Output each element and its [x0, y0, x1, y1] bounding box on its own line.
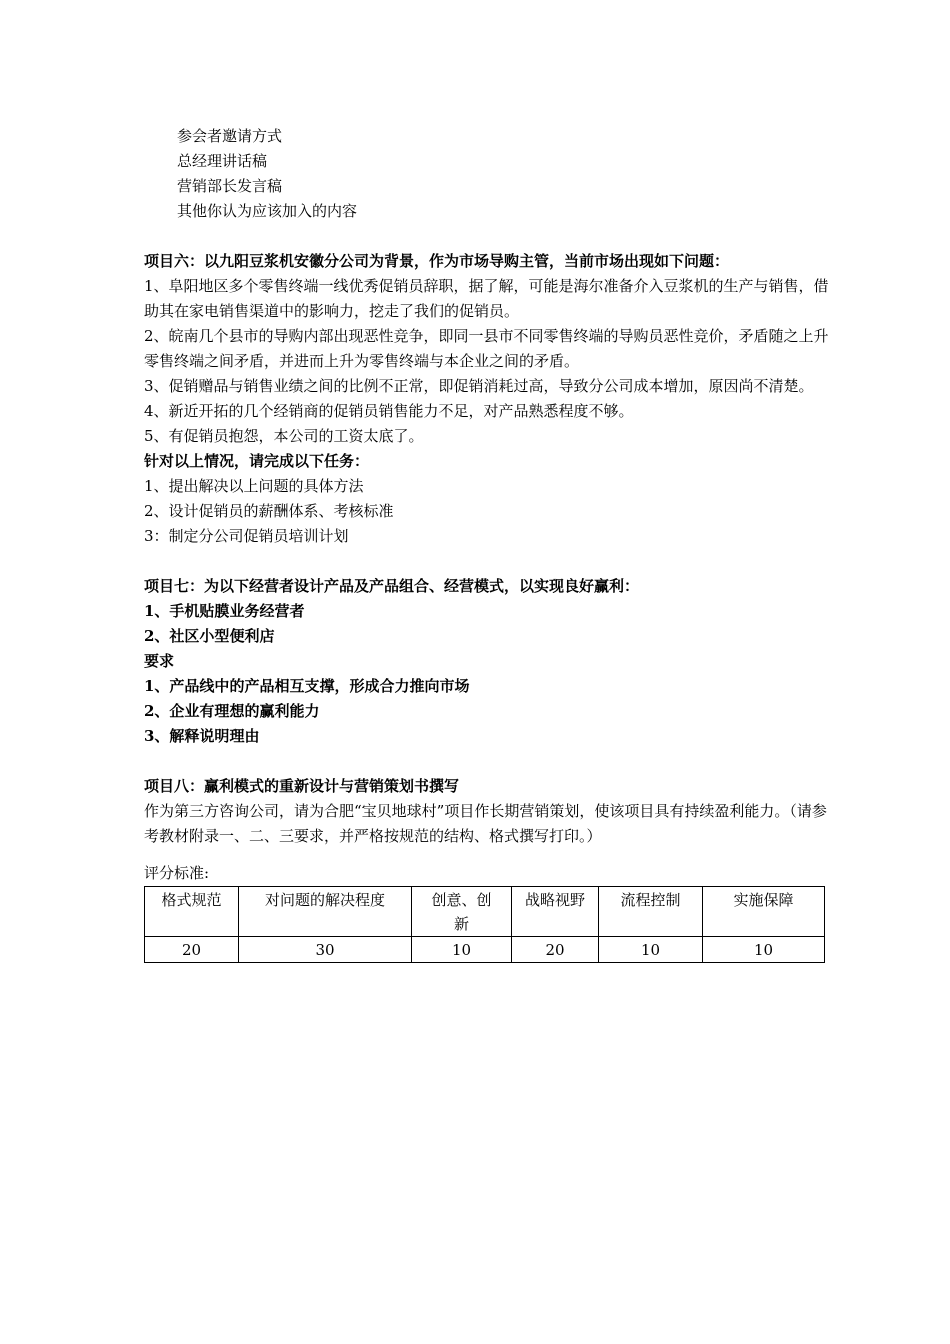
scoring-header-cell: 创意、创新 [412, 887, 512, 937]
project6-title: 项目六：以九阳豆浆机安徽分公司为背景，作为市场导购主管，当前市场出现如下问题： [144, 252, 730, 270]
project7-section [144, 574, 834, 749]
project6-tasks-heading: 针对以上情况，请完成以下任务： [144, 452, 370, 470]
scoring-value-cell: 10 [703, 937, 825, 963]
project8-title: 项目八：赢利模式的重新设计与营销策划书撰写 [144, 777, 460, 795]
scoring-header-cell: 流程控制 [599, 887, 703, 937]
project6-problem: 5、有促销员抱怨，本公司的工资太底了。 [144, 427, 424, 445]
project6-task: 3：制定分公司促销员培训计划 [144, 527, 349, 545]
scoring-value-row [145, 937, 825, 963]
project7-requirement: 2、企业有理想的赢利能力 [144, 702, 320, 720]
project6-problem: 2、皖南几个县市的导购内部出现恶性竞争，即同一县市不同零售终端的导购员恶性竞价，矛盾随之上升零售终端之间矛盾，并进而上升为零售终端与本企业之间的矛盾。 [144, 327, 829, 370]
project7-target: 1、手机贴膜业务经营者 [144, 602, 305, 620]
scoring-value-cell: 10 [599, 937, 703, 963]
intro-item: 参会者邀请方式 [177, 127, 283, 145]
project6-task: 1、提出解决以上问题的具体方法 [144, 477, 364, 495]
scoring-value-cell: 10 [412, 937, 512, 963]
project8-body: 作为第三方咨询公司，请为合肥“宝贝地球村”项目作长期营销策划，使该项目具有持续盈利能力。（请参考教材附录一、二、三要求，并严格按规范的结构、格式撰写打印。） [144, 802, 827, 845]
scoring-value-cell: 20 [512, 937, 599, 963]
document-content [144, 124, 834, 963]
scoring-header-cell: 实施保障 [703, 887, 825, 937]
project8-section [144, 774, 834, 849]
scoring-header-row [145, 887, 825, 937]
project6-problem: 3、促销赠品与销售业绩之间的比例不正常，即促销消耗过高，导致分公司成本增加，原因尚不清楚。 [144, 377, 814, 395]
scoring-header-cell: 战略视野 [512, 887, 599, 937]
scoring-section [144, 861, 834, 963]
intro-item: 营销部长发言稿 [177, 177, 283, 195]
project6-section [144, 249, 834, 549]
project6-problem: 1、阜阳地区多个零售终端一线优秀促销员辞职，据了解，可能是海尔准备介入豆浆机的生产与销售，借助其在家电销售渠道中的影响力，挖走了我们的促销员。 [144, 277, 829, 320]
project6-task: 2、设计促销员的薪酬体系、考核标准 [144, 502, 394, 520]
scoring-header-cell: 对问题的解决程度 [239, 887, 412, 937]
project7-requirements-heading: 要求 [144, 652, 175, 670]
intro-item: 总经理讲话稿 [177, 152, 268, 170]
scoring-value-cell: 30 [239, 937, 412, 963]
project7-requirement: 3、解释说明理由 [144, 727, 260, 745]
project6-problem: 4、新近开拓的几个经销商的促销员销售能力不足，对产品熟悉程度不够。 [144, 402, 634, 420]
scoring-label: 评分标准: [144, 864, 210, 882]
project7-requirement: 1、产品线中的产品相互支撑，形成合力推向市场 [144, 677, 470, 695]
project7-title: 项目七：为以下经营者设计产品及产品组合、经营模式，以实现良好赢利： [144, 577, 640, 595]
intro-list [144, 124, 834, 224]
intro-item: 其他你认为应该加入的内容 [177, 202, 358, 220]
scoring-header-cell: 格式规范 [145, 887, 239, 937]
scoring-table [144, 886, 825, 963]
project7-target: 2、社区小型便利店 [144, 627, 275, 645]
scoring-value-cell: 20 [145, 937, 239, 963]
